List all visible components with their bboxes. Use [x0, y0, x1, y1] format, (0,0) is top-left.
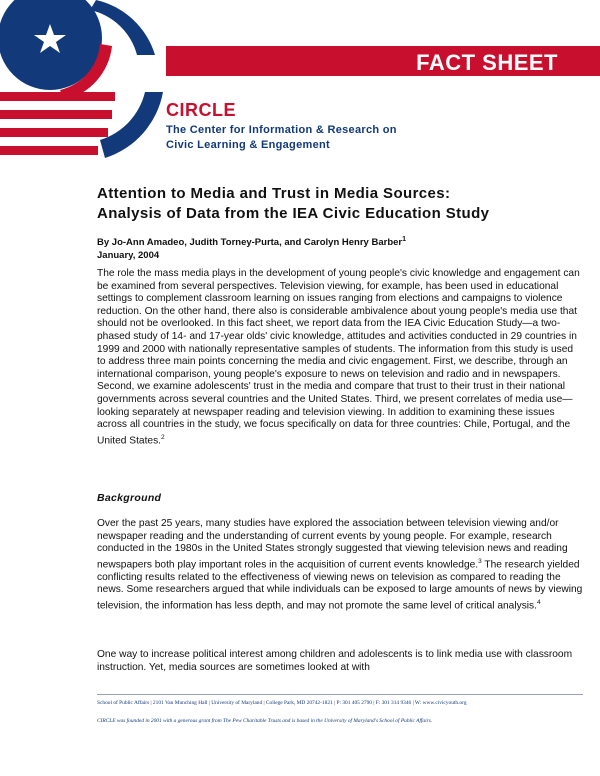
- date: January, 2004: [97, 250, 160, 262]
- footer-contact: School of Public Affairs | 2101 Van Munching Hall | University of Maryland | College Park, MD 20742-1821 | P: 301 405 2790 | F: 301 314 9346 | W: www.civicyouth.org: [97, 700, 467, 706]
- footnote-ref-2: 2: [161, 433, 165, 441]
- fact-sheet-banner: [166, 46, 600, 76]
- background-text-cont: The research yielded conflicting results related to the effectiveness of viewing news on television as compared to reading the news. Some researchers argued that while individuals can be exposed to large amounts of news by viewing television, the information has less depth, and may not promote the same level of critical analysis.: [97, 559, 583, 612]
- third-paragraph: [97, 649, 583, 674]
- circle-flag-logo: [0, 0, 170, 170]
- banner-label: FACT SHEET: [416, 50, 558, 75]
- third-text: One way to increase political interest among children and adolescents is to link media use with classroom instruction. Yet, media sources are sometimes looked at with: [97, 649, 573, 673]
- footer-divider: [97, 694, 583, 695]
- authors: By Jo-Ann Amadeo, Judith Torney-Purta, and Carolyn Henry Barber: [97, 237, 403, 249]
- title-line-2: Analysis of Data from the IEA Civic Education Study: [97, 205, 490, 222]
- footer-funding: CIRCLE was founded in 2001 with a generous grant from The Pew Charitable Trusts and is based in the University of Maryland's School of Public Affairs.: [97, 718, 433, 724]
- footnote-ref-3: 3: [478, 557, 482, 565]
- background-paragraph: [97, 518, 583, 613]
- background-heading: Background: [97, 492, 162, 504]
- title-line-1: Attention to Media and Trust in Media Sources:: [97, 185, 451, 202]
- page-title: [97, 184, 577, 224]
- authors-block: [97, 233, 406, 262]
- org-full-name: [166, 123, 397, 153]
- org-line-1: The Center for Information & Research on: [166, 124, 397, 136]
- org-name: CIRCLE: [166, 100, 236, 120]
- authors-line: [97, 233, 406, 249]
- background-text: Over the past 25 years, many studies have explored the association between television viewing and/or newspaper reading and the understanding of current events by young people. For example, research conducted in the 1980s in the United States strongly suggested that viewing television news and reading newspapers both play important roles in the acquisition of current events knowledge.: [97, 518, 568, 571]
- footnote-ref-4: 4: [536, 598, 541, 606]
- org-line-2: Civic Learning & Engagement: [166, 139, 330, 151]
- intro-paragraph: [97, 268, 583, 448]
- intro-text: The role the mass media plays in the development of young people's civic knowledge and engagement can be examined from several perspectives. Television viewing, for example, has been used in educational settings to complement classroom learning on issues ranging from elections and campaigns to violence reduction. On the other hand, there also is considerable ambivalence about young people's media use that should not be overlooked. In this fact sheet, we report data from the IEA Civic Education Study—a two-phased study of 14- and 17-year olds' civic knowledge, attitudes and activities conducted in 29 countries in 1999 and 2000 with nationally representative samples of students. The information from this study is used to address three main points concerning the media and civic engagement. First, we describe, through an international comparison, young people's exposure to news on television and radio and in newspapers. Second, we examine adolescents' trust in the media and compare that trust to their trust in their national governments across several countries and the United States. Third, we present correlates of media use—looking separately at newspaper reading and television viewing. In addition to examining these issues across all countries in the study, we focus specifically on data for three countries: Chile, Portugal, and the United States.: [97, 268, 580, 447]
- footnote-ref-1: 1: [402, 236, 407, 243]
